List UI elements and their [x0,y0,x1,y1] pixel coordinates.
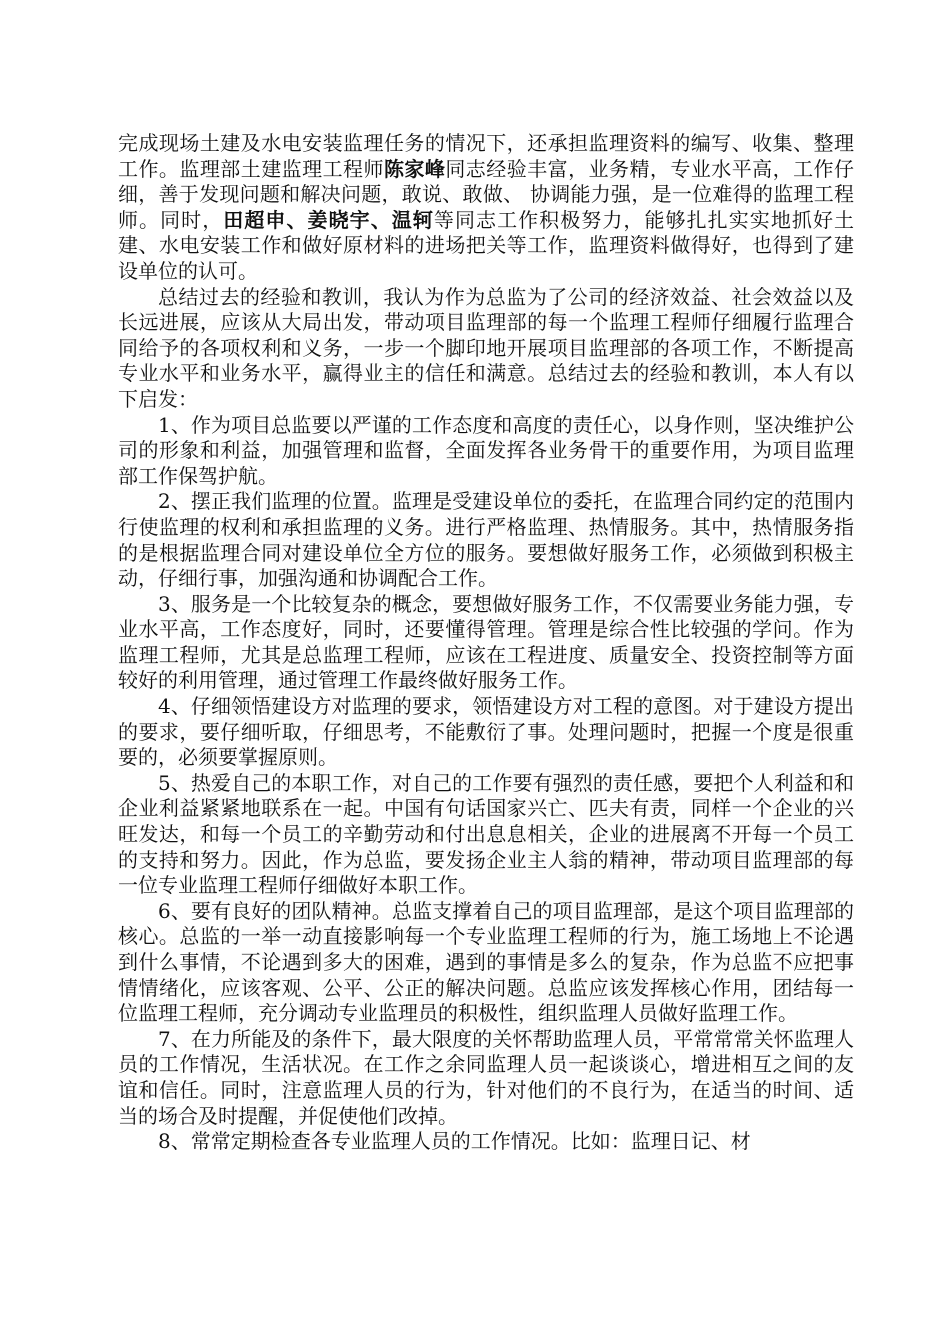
paragraph-text: 同志经验丰富，业务精，专业水平高，工作仔细，善于发现问题和解决问题，敢说、敢做、 协调能力强，是一位难得的监理工程师。同时， [118,156,855,232]
paragraph-text: 等同志工作积极努力，能够扎扎实实地抓好土建、水电安装工作和做好原材料的进场把关等工作，监理资料做得好，也得到了建设单位的认可。 [118,207,855,283]
paragraph-point-1: 1、作为项目总监要以严谨的工作态度和高度的责任心，以身作则，坚决维护公司的形象和利益，加强管理和监督，全面发挥各业务骨干的重要作用，为项目监理部工作保驾护航。 [118,412,854,488]
paragraph-text: 完成现场土建及水电安装监理任务的情况下，还承担监理资料的编写、收集、整理工作。监理部土建监理工程师 [118,131,854,181]
paragraph-point-2: 2、摆正我们监理的位置。监理是受建设单位的委托，在监理合同约定的范围内行使监理的权利和承担监理的义务。进行严格监理、热情服务。其中，热情服务指的是根据监理合同对建设单位全方位的服务。要想做好服务工作，必须做到积极主动，仔细行事，加强沟通和协调配合工作。 [118,489,854,591]
paragraph-point-8: 8、常常定期检查各专业监理人员的工作情况。比如：监理日记、材 [158,1129,751,1154]
paragraph-point-6: 6、要有良好的团队精神。总监支撑着自己的项目监理部，是这个项目监理部的核心。总监的一举一动直接影响每一个专业监理工程师的行为，施工场地上不论遇到什么事情，不论遇到多大的困难，遇到的事情是多么的复杂，作为总监不应把事情情绪化，应该客观、公平、公正的解决问题。总监应该发挥核心作用，团结每一位监理工程师，充分调动专业监理员的积极性，组织监理人员做好监理工作。 [118,898,854,1026]
paragraph-summary: 总结过去的经验和教训，我认为作为总监为了公司的经济效益、社会效益以及长远进展，应该从大局出发，带动项目监理部的每一个监理工程师仔细履行监理合同给予的各项权利和义务，一步一个脚印地开展项目监理部的各项工作，不断提高专业水平和业务水平，赢得业主的信任和满意。总结过去的经验和教训，本人有以下启发： [118,284,854,411]
paragraph-point-5: 5、热爱自己的本职工作，对自己的工作要有强烈的责任感，要把个人利益和和企业利益紧紧地联系在一起。中国有句话国家兴亡、匹夫有责，同样一个企业的兴旺发达，和每一个员工的辛勤劳动和付出息息相关，企业的进展离不开每一个员工的支持和努力。因此，作为总监，要发扬企业主人翁的精神，带动项目监理部的每一位专业监理工程师仔细做好本职工作。 [118,770,854,898]
document-body [118,131,854,1155]
engineer-name-bold: 陈家峰 [383,156,446,181]
paragraph-point-7: 7、在力所能及的条件下，最大限度的关怀帮助监理人员，平常常常关怀监理人员的工作情况，生活状况。在工作之余同监理人员一起谈谈心，增进相互之间的友谊和信任。同时，注意监理人员的行为，针对他们的不良行为，在适当的时间、适当的场合及时提醒，并促使他们改掉。 [118,1026,854,1128]
paragraph-staff-evaluation [118,131,854,285]
paragraph-point-3: 3、服务是一个比较复杂的概念，要想做好服务工作，不仅需要业务能力强，专业水平高，工作态度好，同时，还要懂得管理。管理是综合性比较强的学问。作为监理工程师，尤其是总监理工程师，应该在工程进度、质量安全、投资控制等方面较好的利用管理，通过管理工作最终做好服务工作。 [118,591,854,693]
paragraph-point-4: 4、仔细领悟建设方对监理的要求，领悟建设方对工程的意图。对于建设方提出的要求，要仔细听取，仔细思考，不能敷衍了事。处理问题时，把握一个度是很重要的，必须要掌握原则。 [118,694,854,770]
staff-names-bold: 田超申、姜晓宇、温轲 [223,207,434,232]
